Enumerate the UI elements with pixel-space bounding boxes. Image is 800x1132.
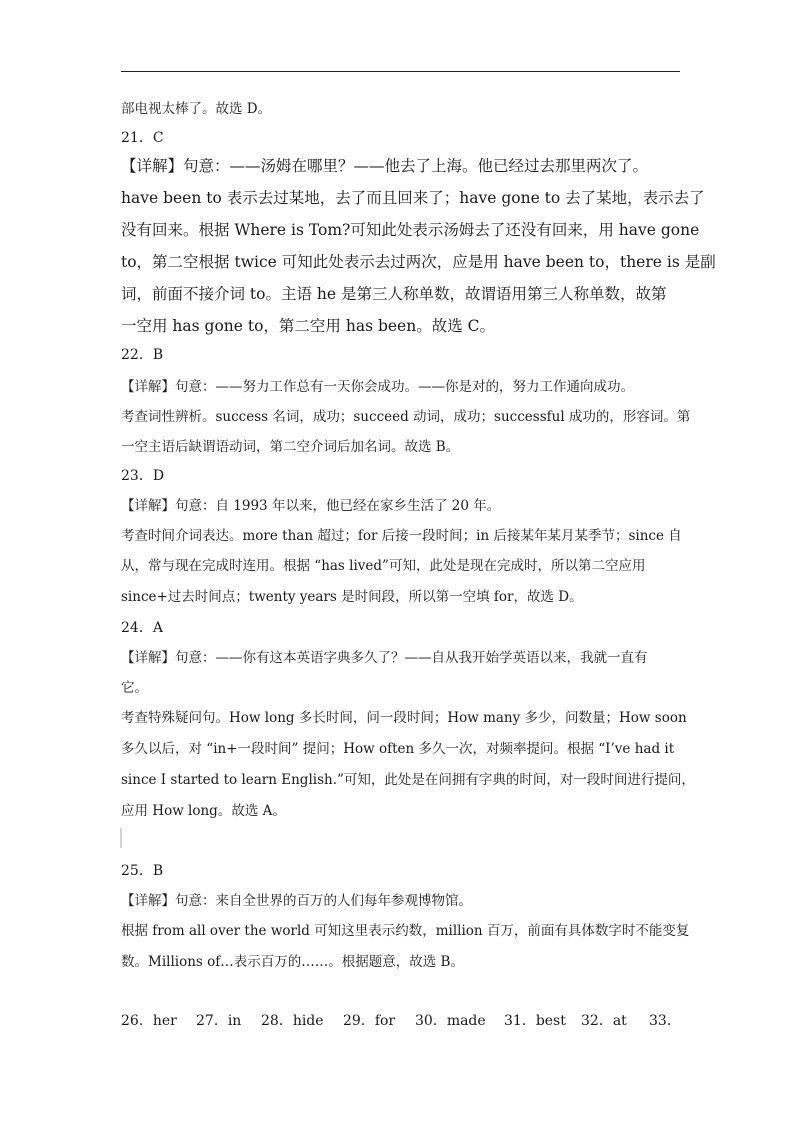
text-line: 它。 xyxy=(121,680,148,696)
text-line: since I started to learn English.”可知，此处是在问拥有字典的时间，对一段时间进行提问， xyxy=(121,772,695,788)
answer-23: 23．D xyxy=(121,468,165,484)
text-line: 数。Millions of…表示百万的……。根据题意，故选 B。 xyxy=(121,954,464,970)
text-line: 应用 How long。故选 A。 xyxy=(121,803,286,819)
text-line: 【详解】句意：——汤姆在哪里？——他去了上海。他已经过去那里两次了。 xyxy=(121,157,649,175)
text-line: 多久以后，对 “in+一段时间” 提问；How often 多久一次，对频率提问。根据 “I’ve had it xyxy=(121,741,675,757)
text-line: 考查时间介词表达。more than 超过；for 后接一段时间；in 后接某年某月某季节；since 自 xyxy=(121,528,682,544)
text-line: since+过去时间点；twenty years 是时间段，所以第一空填 for，故选 D。 xyxy=(121,589,583,605)
text-line: to，第二空根据 twice 可知此处表示去过两次，应是用 have been to，there is 是副 xyxy=(121,253,716,271)
answer-31: 31．best xyxy=(504,1013,566,1029)
header-rule xyxy=(121,71,680,72)
text-line: 【详解】句意：——你有这本英语字典多久了？——自从我开始学英语以来，我就一直有 xyxy=(121,650,648,666)
margin-mark xyxy=(120,828,122,848)
answer-22: 22．B xyxy=(121,347,164,363)
text-line: 词，前面不接介词 to。主语 he 是第三人称单数，故谓语用第三人称单数，故第 xyxy=(121,285,667,303)
text-line: 考查特殊疑问句。How long 多长时间，问一段时间；How many 多少，问数量；How soon xyxy=(121,710,687,726)
answer-24: 24．A xyxy=(121,620,163,636)
answer-30: 30．made xyxy=(415,1013,486,1029)
answer-32: 32．at xyxy=(581,1013,627,1029)
text-line: have been to 表示去过某地，去了而且回来了；have gone to 去了某地，表示去了 xyxy=(121,189,705,207)
answer-28: 28．hide xyxy=(261,1013,324,1029)
answer-29: 29．for xyxy=(343,1013,396,1029)
answer-26: 26．her xyxy=(121,1013,177,1029)
fill-blank-answers xyxy=(121,1010,681,1030)
text-line: 考查词性辨析。success 名词，成功；succeed 动词，成功；successful 成功的，形容词。第 xyxy=(121,409,691,425)
text-line: 【详解】句意：自 1993 年以来，他已经在家乡生活了 20 年。 xyxy=(121,498,501,514)
text-line: 从，常与现在完成时连用。根据 “has lived”可知，此处是现在完成时，所以第二空应用 xyxy=(121,558,646,574)
answer-33: 33． xyxy=(649,1013,681,1029)
text-line: 一空用 has gone to，第二空用 has been。故选 C。 xyxy=(121,317,495,335)
text-line: 一空主语后缺谓语动词，第二空介词后加名词。故选 B。 xyxy=(121,439,460,455)
text-line: 【详解】句意：来自全世界的百万的人们每年参观博物馆。 xyxy=(121,893,472,909)
text-line: 没有回来。根据 Where is Tom?可知此处表示汤姆去了还没有回来，用 have gone xyxy=(121,221,700,239)
answer-27: 27．in xyxy=(196,1013,242,1029)
answer-25: 25．B xyxy=(121,863,164,879)
text-line: 根据 from all over the world 可知这里表示约数，million 百万，前面有具体数字时不能变复 xyxy=(121,923,690,939)
text-line: 部电视太棒了。故选 D。 xyxy=(121,101,272,117)
answer-21: 21．C xyxy=(121,130,164,146)
text-line: 【详解】句意：——努力工作总有一天你会成功。——你是对的，努力工作通向成功。 xyxy=(121,379,634,395)
